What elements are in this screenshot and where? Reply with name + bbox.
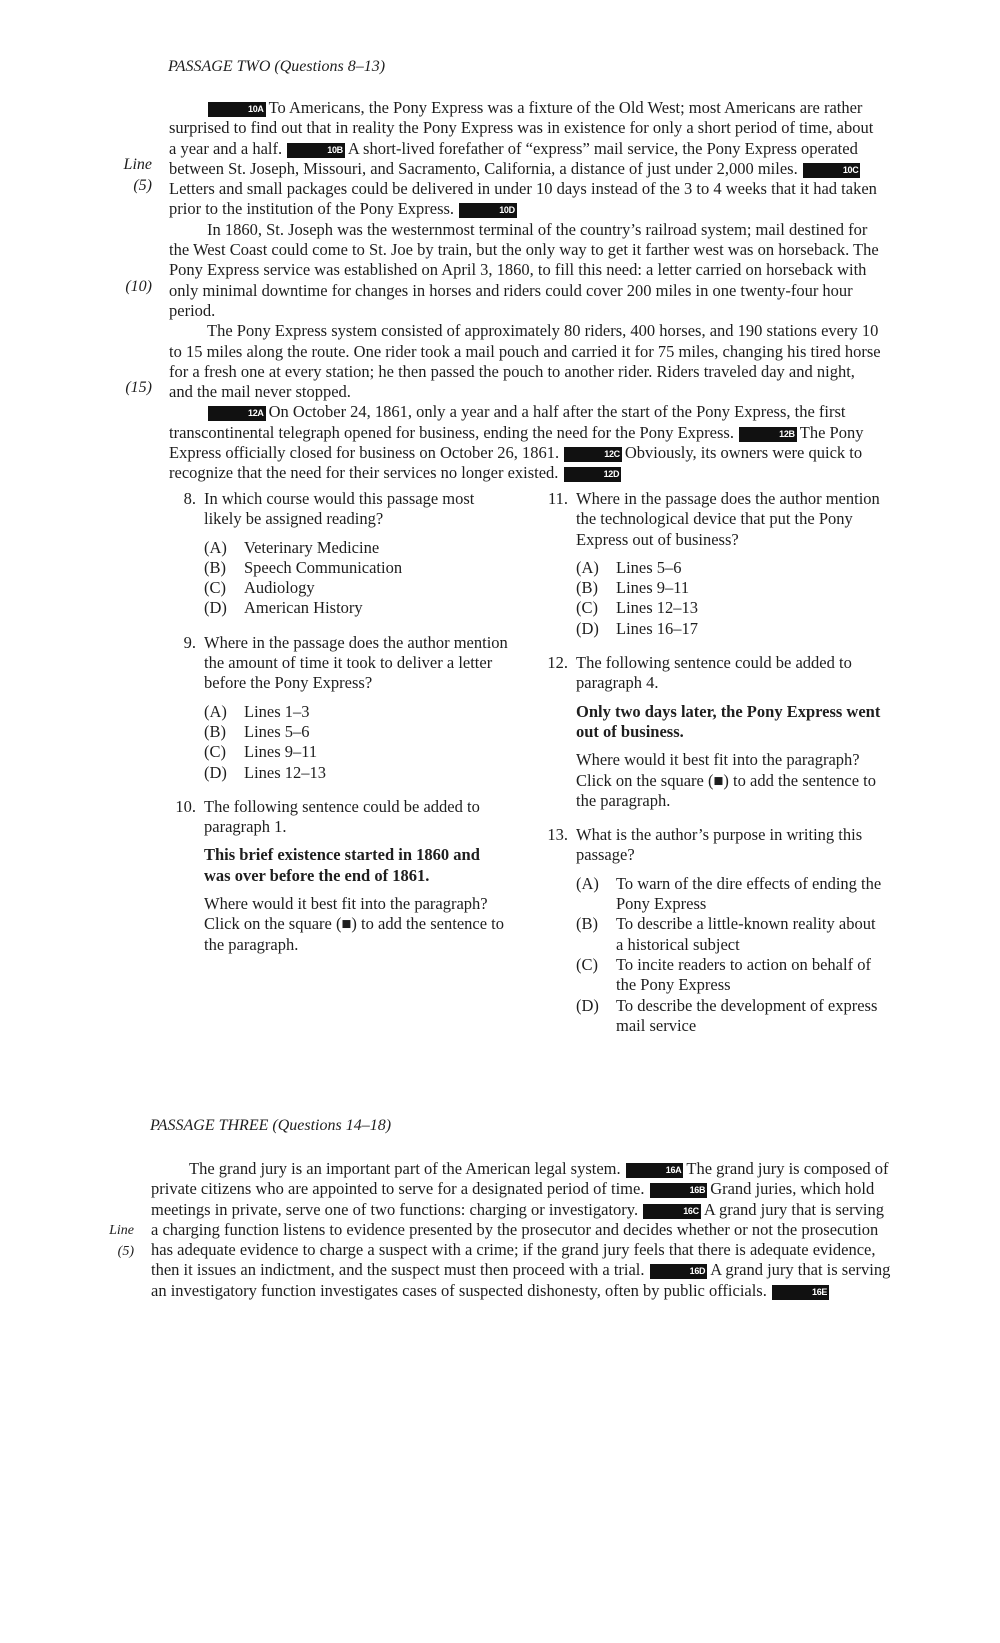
- option-letter: (B): [204, 557, 226, 577]
- option-text: Veterinary Medicine: [244, 537, 380, 557]
- sentence: A grand jury that is serving a charging function listens to evidence presented by the prosecutor and decides whether or not the prosecution has adequate evidence to charge a suspect with a crime; if the grand jury feels that there is adequate evidence, then it issues an indictment, and the suspect must then proceed with a trial.: [151, 1199, 884, 1280]
- answer-option[interactable]: [576, 914, 885, 955]
- answer-option[interactable]: [204, 558, 508, 578]
- question-stem: The following sentence could be added to paragraph 1.: [204, 796, 480, 837]
- line-label: Line: [109, 1223, 134, 1238]
- questions-right-column: [540, 489, 885, 1050]
- answer-option[interactable]: [204, 598, 508, 618]
- paragraph-4: [169, 402, 881, 483]
- question-stem: Where in the passage does the author mention the technological device that put the Pony Express out of business?: [576, 489, 880, 549]
- insert-square-16a[interactable]: 16A: [626, 1163, 684, 1178]
- option-letter: (C): [204, 742, 226, 762]
- insert-square-12a[interactable]: 12A: [208, 406, 266, 421]
- answer-option[interactable]: [576, 598, 885, 618]
- option-letter: (B): [576, 914, 598, 934]
- insert-square-10d[interactable]: 10D: [459, 203, 517, 218]
- question-11: [540, 489, 885, 639]
- option-letter: (C): [576, 598, 598, 618]
- question-number: 9.: [183, 632, 196, 652]
- insert-square-16c[interactable]: 16C: [643, 1204, 701, 1219]
- question-number: 10.: [175, 796, 196, 816]
- paragraph-1: [151, 1159, 893, 1301]
- answer-option[interactable]: [576, 874, 885, 915]
- answer-option[interactable]: [576, 578, 885, 598]
- sentence: Letters and small packages could be delivered in under 10 days instead of the 3 to 4 weeks that it had taken prior to the institution of the Pony Express.: [169, 179, 877, 219]
- question-instruction: Where would it best fit into the paragraph? Click on the square (■) to add the sentence to the paragraph.: [204, 894, 504, 954]
- question-9: [168, 633, 508, 783]
- insert-square-12b[interactable]: 12B: [739, 427, 797, 442]
- answer-option[interactable]: [576, 996, 885, 1037]
- option-text: Lines 1–3: [244, 701, 310, 721]
- question-10: [168, 797, 508, 955]
- option-letter: (A): [576, 873, 599, 893]
- answer-option[interactable]: [204, 538, 508, 558]
- option-letter: (B): [204, 721, 226, 741]
- option-letter: (D): [204, 598, 227, 618]
- option-letter: (A): [204, 537, 227, 557]
- sentence: The grand jury is an important part of the American legal system.: [189, 1159, 621, 1178]
- passage-two-body: [169, 98, 881, 484]
- line-label: Line: [123, 156, 152, 173]
- option-letter: (C): [576, 954, 598, 974]
- sentence: The Pony Express officially closed for business on October 26, 1861.: [169, 422, 864, 463]
- question-stem: In which course would this passage most likely be assigned reading?: [204, 489, 475, 529]
- question-number: 11.: [547, 489, 568, 508]
- option-text: Lines 16–17: [616, 618, 699, 638]
- paragraph-1: [169, 98, 881, 220]
- option-text: To describe the development of express mail service: [616, 995, 878, 1035]
- sentence: A short-lived forefather of “express” mail service, the Pony Express operated between St. Joseph, Missouri, and Sacramento, California, a distance of just under 2,000 miles.: [169, 138, 858, 178]
- option-letter: (A): [204, 701, 227, 721]
- insert-square-10c[interactable]: 10C: [803, 163, 861, 178]
- question-number: 12.: [547, 653, 568, 673]
- insert-square-12d[interactable]: 12D: [564, 467, 622, 482]
- answer-option[interactable]: [204, 742, 508, 762]
- answer-option[interactable]: [204, 702, 508, 722]
- question-instruction: Where would it best fit into the paragraph? Click on the square (■) to add the sentence to the paragraph.: [576, 750, 876, 810]
- option-letter: (D): [576, 995, 599, 1015]
- question-stem: The following sentence could be added to paragraph 4.: [576, 653, 852, 693]
- question-13: [540, 825, 885, 1036]
- line-number-5: (5): [133, 177, 152, 194]
- sentence: To Americans, the Pony Express was a fixture of the Old West; most Americans are rather surprised to find out that in reality the Pony Express was in existence for only a short period of time, about a year and a half.: [169, 98, 874, 158]
- option-letter: (C): [204, 578, 226, 598]
- insert-square-16e[interactable]: 16E: [772, 1285, 829, 1300]
- answer-option[interactable]: [204, 722, 508, 742]
- passage-three-heading: PASSAGE THREE (Questions 14–18): [150, 1117, 392, 1134]
- answer-option[interactable]: [204, 763, 508, 783]
- option-text: Lines 12–13: [616, 598, 699, 618]
- answer-option[interactable]: [576, 558, 885, 578]
- answer-option[interactable]: [204, 578, 508, 598]
- question-number: 13.: [547, 825, 568, 845]
- insert-square-16d[interactable]: 16D: [650, 1264, 708, 1279]
- passage-three-body: [151, 1159, 893, 1301]
- option-letter: (A): [576, 557, 599, 577]
- option-text: Audiology: [244, 578, 315, 598]
- option-text: Lines 9–11: [616, 578, 690, 598]
- option-text: Lines 12–13: [244, 762, 327, 782]
- question-8: [168, 489, 508, 619]
- line-number-15: (15): [125, 379, 152, 396]
- question-stem: Where in the passage does the author mention the amount of time it took to deliver a letter before the Pony Express?: [204, 632, 508, 693]
- paragraph-3: The Pony Express system consisted of approximately 80 riders, 400 horses, and 190 stations every 10 to 15 miles along the route. One rider took a mail pouch and carried it for 75 miles, changing his tired horse for a fresh one at every station; he then passed the pouch to another rider. Riders traveled day and night, and the mail never stopped.: [169, 321, 881, 402]
- answer-option[interactable]: [576, 619, 885, 639]
- sentence: On October 24, 1861, only a year and a half after the start of the Pony Express, the first transcontinental telegraph opened for business, ending the need for the Pony Express.: [169, 402, 846, 442]
- option-text: Lines 5–6: [244, 721, 310, 741]
- sentence: Obviously, its owners were quick to recognize that the need for their services no longer existed.: [169, 443, 863, 483]
- sentence: Grand juries, which hold meetings in private, serve one of two functions: charging or investigatory.: [151, 1179, 875, 1219]
- line-number-5: (5): [117, 1244, 134, 1259]
- option-text: Lines 9–11: [244, 742, 318, 762]
- insert-square-10a[interactable]: 10A: [208, 102, 266, 117]
- option-letter: (D): [576, 618, 599, 638]
- option-text: American History: [244, 598, 363, 618]
- insert-sentence: This brief existence started in 1860 and was over before the end of 1861.: [204, 845, 480, 885]
- passage-two-heading: PASSAGE TWO (Questions 8–13): [168, 58, 386, 75]
- question-12: [540, 653, 885, 811]
- insert-square-10b[interactable]: 10B: [287, 143, 345, 158]
- questions-left-column: [168, 489, 508, 969]
- option-text: Lines 5–6: [616, 557, 682, 577]
- sentence: A grand jury that is serving an investigatory function investigates cases of suspected dishonesty, often by public officials.: [151, 1260, 891, 1300]
- question-stem: What is the author’s purpose in writing this passage?: [576, 825, 863, 865]
- insert-square-12c[interactable]: 12C: [564, 447, 622, 462]
- option-text: To describe a little-known reality about a historical subject: [616, 914, 876, 954]
- answer-option[interactable]: [576, 955, 885, 996]
- paragraph-2: In 1860, St. Joseph was the westernmost terminal of the country’s railroad system; mail destined for the West Coast could come to St. Joe by train, but the only way to get it farther west was on horseback. The Pony Express service was established on April 3, 1860, to fill this need: a letter carried on horseback with only minimal downtime for changes in horses and riders could cover 200 miles in one twenty-four hour period.: [169, 219, 879, 320]
- option-letter: (D): [204, 762, 227, 782]
- option-text: To incite readers to action on behalf of the Pony Express: [616, 954, 871, 995]
- sentence: The grand jury is composed of private citizens who are appointed to serve for a designated period of time.: [151, 1159, 889, 1199]
- option-text: To warn of the dire effects of ending the Pony Express: [616, 873, 882, 914]
- insert-square-16b[interactable]: 16B: [650, 1183, 708, 1198]
- insert-sentence: Only two days later, the Pony Express went out of business.: [576, 701, 881, 741]
- option-letter: (B): [576, 578, 598, 598]
- question-number: 8.: [183, 489, 196, 508]
- line-number-10: (10): [125, 278, 152, 295]
- option-text: Speech Communication: [244, 557, 403, 577]
